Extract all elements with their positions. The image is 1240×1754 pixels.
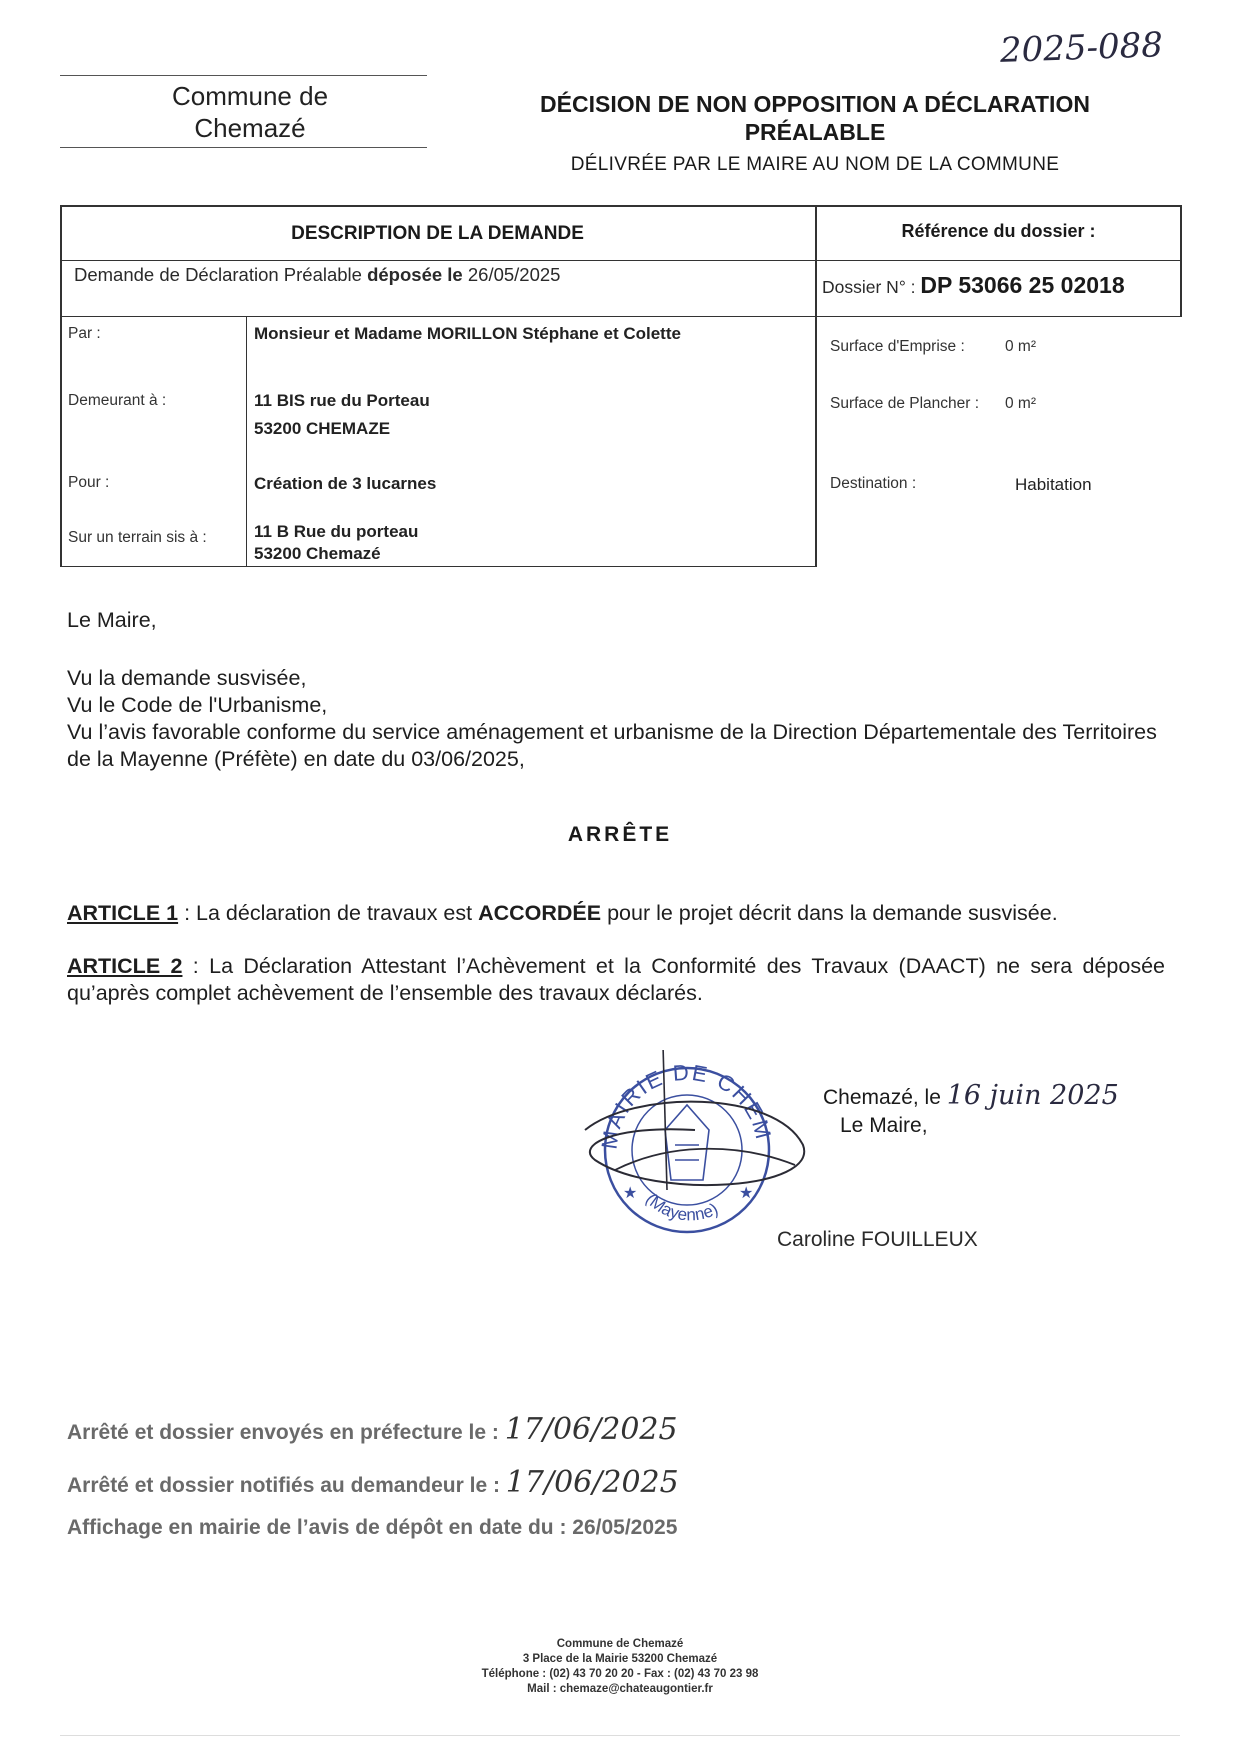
document-title-line2: PRÉALABLE	[744, 119, 886, 145]
article-1-label: ARTICLE 1	[67, 901, 179, 925]
table-divider-center	[815, 205, 817, 567]
article-2-text: : La Déclaration Attestant l’Achèvement et la Conformité des Travaux (DAACT) ne sera déposée qu’après complet achèvement de l’ensemble des travaux déclarés.	[67, 954, 1166, 1005]
signature-role: Le Maire,	[840, 1114, 928, 1137]
table-divider-deposit	[60, 316, 1182, 317]
posting-line: Affichage en mairie de l’avis de dépôt en date du : 26/05/2025	[67, 1516, 678, 1539]
article-1-decision: ACCORDÉE	[478, 901, 602, 925]
deposit-prefix: Demande de Déclaration Préalable	[74, 264, 368, 285]
request-table	[60, 205, 1182, 567]
address-line-1: Commune de Chemazé	[556, 1638, 684, 1650]
row-label-pour: Pour :	[68, 474, 110, 491]
visa-line-1: Vu la demande susvisée,	[67, 666, 307, 690]
surface-emprise-label: Surface d'Emprise :	[830, 338, 965, 355]
dossier-number-line	[822, 272, 1125, 299]
prefecture-sent-label: Arrêté et dossier envoyés en préfecture le :	[67, 1421, 505, 1444]
surface-emprise-value: 0 m²	[1005, 338, 1036, 355]
row-value-terrain-line1: 11 B Rue du porteau	[254, 522, 419, 541]
row-label-terrain: Sur un terrain sis à :	[68, 529, 207, 546]
visa-line-2: Vu le Code de l'Urbanisme,	[67, 693, 328, 717]
table-border-top	[60, 205, 1182, 207]
surface-plancher-value: 0 m²	[1005, 395, 1036, 412]
applicant-notified-line	[67, 1465, 679, 1500]
row-value-address-line1: 11 BIS rue du Porteau	[254, 391, 430, 410]
row-value-address-line2: 53200 CHEMAZE	[254, 419, 391, 438]
article-2	[67, 953, 1165, 1007]
commune-name-line2: Chemazé	[194, 113, 306, 143]
mairie-stamp	[575, 1050, 815, 1255]
stamp-text-top: MAIRIE DE CHEM	[596, 1059, 777, 1151]
signature-place: Chemazé, le	[823, 1086, 947, 1109]
table-border-right	[1180, 205, 1182, 317]
destination-value: Habitation	[1015, 475, 1092, 494]
article-1-text-pre: : La déclaration de travaux est	[178, 901, 479, 925]
surface-plancher-label: Surface de Plancher :	[830, 395, 980, 412]
prefecture-sent-date: 17/06/2025	[504, 1412, 678, 1447]
commune-address-block	[420, 1637, 820, 1697]
table-divider-header	[60, 260, 1182, 261]
commune-bottom-rule	[60, 147, 427, 148]
handwritten-reference-number: 2025-088	[999, 25, 1164, 71]
deposit-bold: déposée le	[367, 264, 463, 285]
destination-label: Destination :	[830, 475, 917, 492]
document-subtitle: DÉLIVRÉE PAR LE MAIRE AU NOM DE LA COMMUNE	[570, 154, 1060, 175]
prefecture-sent-line	[67, 1412, 678, 1447]
address-line-2: 3 Place de la Mairie 53200 Chemazé	[522, 1653, 718, 1665]
address-line-4: Mail : chemaze@chateaugontier.fr	[527, 1683, 713, 1695]
document-title-line1: DÉCISION DE NON OPPOSITION A DÉCLARATION	[540, 91, 1090, 117]
commune-top-rule	[60, 75, 427, 76]
visa-block	[67, 665, 1177, 773]
commune-name	[150, 80, 350, 144]
dossier-number: DP 53066 25 02018	[920, 272, 1125, 298]
svg-text:★: ★	[739, 1185, 754, 1202]
svg-text:(Mayenne)	[642, 1190, 721, 1225]
table-border-bottom-left	[60, 566, 815, 567]
signature-place-date	[823, 1080, 1119, 1111]
deposit-line	[74, 264, 560, 286]
page-bottom-rule	[60, 1735, 1180, 1736]
visa-line-3: Vu l’avis favorable conforme du service aménagement et urbanisme de la Direction Départementale des Territoires de la Mayenne (Préfète) en date du 03/06/2025,	[67, 720, 1157, 771]
dossier-label: Dossier N° :	[822, 277, 921, 297]
svg-text:★: ★	[623, 1185, 638, 1202]
article-1-text-post: pour le projet décrit dans la demande susvisée.	[601, 901, 1058, 925]
table-header-description: DESCRIPTION DE LA DEMANDE	[291, 223, 584, 244]
svg-text:MAIRIE DE CHEMAZE	[575, 1050, 777, 1151]
row-value-project: Création de 3 lucarnes	[254, 474, 437, 493]
address-line-3: Téléphone : (02) 43 70 20 20 - Fax : (02) 43 70 23 98	[481, 1668, 759, 1680]
table-header-reference: Référence du dossier :	[901, 221, 1096, 241]
document-title	[470, 90, 1160, 146]
commune-name-line1: Commune de	[171, 81, 329, 111]
table-divider-label-col	[246, 316, 247, 567]
article-2-label: ARTICLE 2	[67, 954, 183, 978]
arrete-heading: ARRÊTE	[567, 823, 673, 846]
greeting: Le Maire,	[67, 608, 157, 632]
row-value-terrain-line2: 53200 Chemazé	[254, 544, 381, 563]
applicant-notified-date: 17/06/2025	[505, 1465, 679, 1500]
stamp-text-bottom: (Mayenne)	[642, 1189, 722, 1225]
applicant-notified-label: Arrêté et dossier notifiés au demandeur le :	[67, 1474, 506, 1497]
row-label-demeurant: Demeurant à :	[68, 392, 167, 409]
signature-handwritten-date: 16 juin 2025	[946, 1080, 1119, 1111]
deposit-date: 26/05/2025	[462, 264, 561, 285]
row-value-applicant: Monsieur et Madame MORILLON Stéphane et Colette	[254, 324, 681, 343]
article-1	[67, 900, 1177, 927]
mairie-stamp-graphic	[575, 1050, 815, 1250]
row-label-par: Par :	[68, 325, 101, 342]
signer-name: Caroline FOUILLEUX	[777, 1228, 978, 1251]
